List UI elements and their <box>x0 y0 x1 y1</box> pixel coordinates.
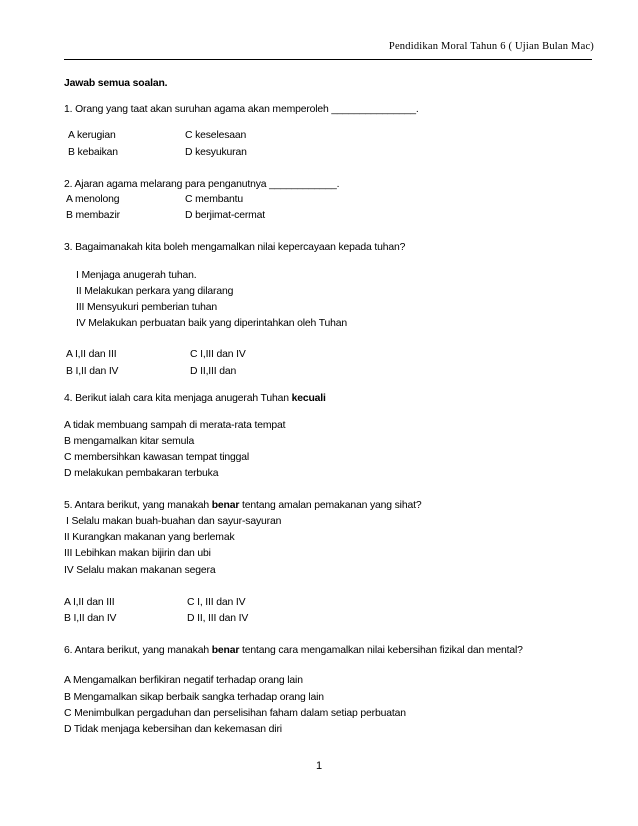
q2-option-c: C membantu <box>185 194 243 205</box>
q6-keyword: benar <box>211 645 240 656</box>
q3-statement-4: IV Melakukan perbuatan baik yang diperintahkan oleh Tuhan <box>76 318 348 329</box>
q5-question <box>64 500 421 511</box>
q5-option-a: A I,II dan III <box>64 597 115 608</box>
q1-option-c: C keselesaan <box>185 130 247 141</box>
q5-statement-1: I Selalu makan buah-buahan dan sayur-sayuran <box>66 516 282 527</box>
q1-option-d: D kesyukuran <box>185 147 247 158</box>
page-header: Pendidikan Moral Tahun 6 ( Ujian Bulan Mac) <box>388 41 594 52</box>
q1-option-a: A kerugian <box>68 130 116 141</box>
q3-option-d: D II,III dan <box>190 366 237 377</box>
q5-question-post: tentang amalan pemakanan yang sihat? <box>239 500 422 511</box>
q5-statement-3: III Lebihkan makan bijirin dan ubi <box>64 548 211 559</box>
q2-option-a: A menolong <box>66 194 120 205</box>
q5-question-pre: 5. Antara berikut, yang manakah <box>64 500 212 511</box>
q4-question <box>64 393 326 404</box>
q6-option-b: B Mengamalkan sikap berbaik sangka terhadap orang lain <box>64 692 324 703</box>
q4-option-c: C membersihkan kawasan tempat tinggal <box>64 452 250 463</box>
q6-question-post: tentang cara mengamalkan nilai kebersihan fizikal dan mental? <box>239 645 523 656</box>
q5-keyword: benar <box>211 500 240 511</box>
q4-option-d: D melakukan pembakaran terbuka <box>64 468 219 479</box>
q3-statement-3: III Mensyukuri pemberian tuhan <box>76 302 218 313</box>
q5-option-d: D II, III dan IV <box>187 613 249 624</box>
q3-option-b: B I,II dan IV <box>66 366 119 377</box>
q4-option-a: A tidak membuang sampah di merata-rata tempat <box>64 420 286 431</box>
q2-question: 2. Ajaran agama melarang para penganutnya ____________. <box>64 179 340 190</box>
q5-option-c: C I, III dan IV <box>187 597 246 608</box>
q3-option-c: C I,III dan IV <box>190 349 246 360</box>
q6-question <box>64 645 523 656</box>
q1-option-b: B kebaikan <box>68 147 118 158</box>
page-number: 1 <box>315 760 323 772</box>
q6-question-pre: 6. Antara berikut, yang manakah <box>64 645 212 656</box>
q6-option-c: C Menimbulkan pergaduhan dan perselisihan faham dalam setiap perbuatan <box>64 708 406 719</box>
q2-option-b: B membazir <box>66 210 120 221</box>
q4-question-text: 4. Berikut ialah cara kita menjaga anugerah Tuhan <box>64 393 292 404</box>
q4-option-b: B mengamalkan kitar semula <box>64 436 195 447</box>
q6-option-a: A Mengamalkan berfikiran negatif terhadap orang lain <box>64 675 303 686</box>
header-rule <box>64 59 592 60</box>
q3-statement-1: I Menjaga anugerah tuhan. <box>76 270 197 281</box>
q3-question: 3. Bagaimanakah kita boleh mengamalkan nilai kepercayaan kepada tuhan? <box>64 242 406 253</box>
q3-statement-2: II Melakukan perkara yang dilarang <box>76 286 234 297</box>
q3-option-a: A I,II dan III <box>66 349 117 360</box>
instruction: Jawab semua soalan. <box>64 78 168 89</box>
q2-option-d: D berjimat-cermat <box>185 210 266 221</box>
q5-statement-2: II Kurangkan makanan yang berlemak <box>64 532 235 543</box>
q5-option-b: B I,II dan IV <box>64 613 117 624</box>
q6-option-d: D Tidak menjaga kebersihan dan kekemasan diri <box>64 724 282 735</box>
q1-question: 1. Orang yang taat akan suruhan agama akan memperoleh _______________. <box>64 104 419 115</box>
q5-statement-4: IV Selalu makan makanan segera <box>64 565 216 576</box>
q4-keyword: kecuali <box>291 393 326 404</box>
